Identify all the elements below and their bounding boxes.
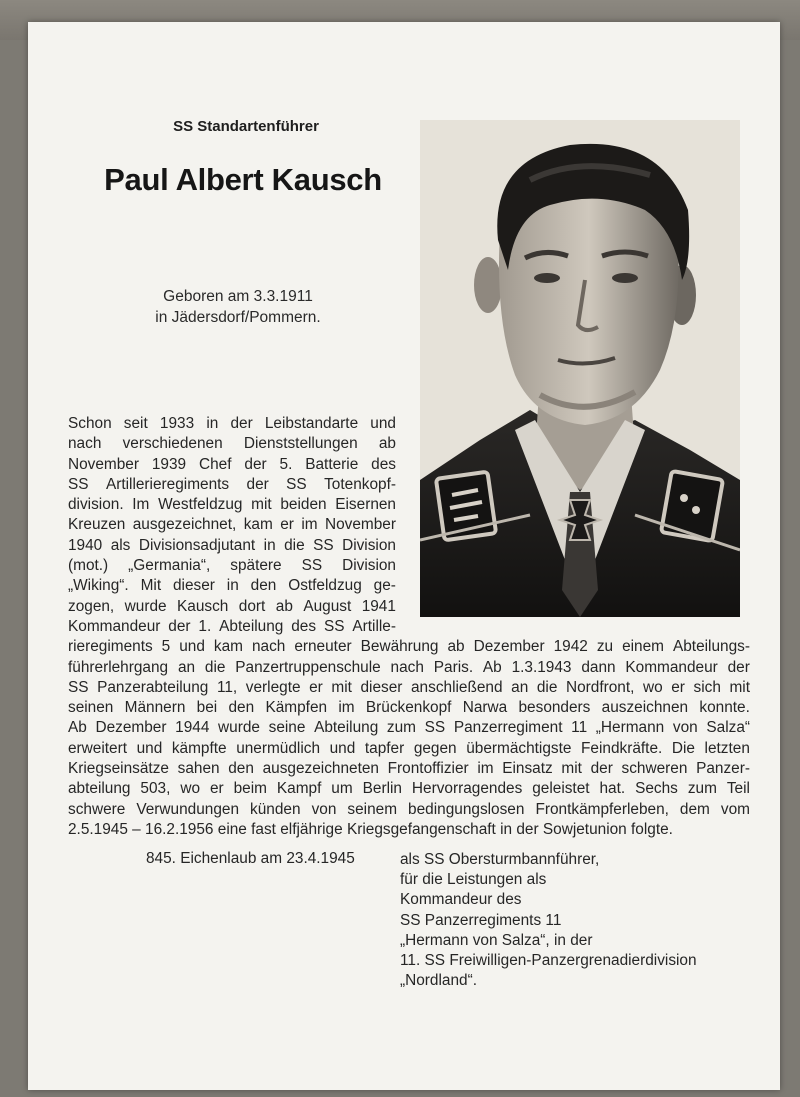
bio-line: schwere Verwundungen künden von seinem bedingungslosen Frontkämpferleben, dem vom: [68, 800, 750, 818]
bio-line: nach verschiedenen Dienststellungen ab: [68, 435, 396, 453]
bio-line: Kriegseinsätze sahen den ausgezeichneten Frontoffizier im Einsatz mit der schweren Panzer-: [68, 760, 750, 778]
award-line: als SS Obersturmbannführer,: [400, 851, 600, 868]
bio-line: Ab Dezember 1944 wurde seine Abteilung zum SS Panzerregiment 11 „Hermann von Salza“: [68, 719, 750, 737]
bio-line: erweitert und kämpfte unermüdlich und tapfer gegen übermächtigste Feindkräfte. Die letzten: [68, 739, 750, 757]
bio-line: führerlehrgang an die Panzertruppenschule nach Paris. Ab 1.3.1943 dann Kommandeur der: [68, 658, 750, 676]
biography-text: [68, 414, 750, 840]
bio-line: division. Im Westfeldzug mit beiden Eisernen: [68, 496, 396, 514]
bio-line: SS Artillerieregiments der SS Totenkopf-: [68, 475, 396, 493]
award-line: SS Panzerregiments 11: [400, 911, 562, 929]
bio-line: „Wiking“. Mit dieser in den Ostfeldzug ge-: [68, 577, 396, 595]
award-details: [400, 850, 697, 991]
rank-title: SS Standartenführer: [173, 118, 319, 135]
bio-line: November 1939 Chef der 5. Batterie des: [68, 455, 396, 473]
bio-line: 1940 als Divisionsadjutant in die SS Division: [68, 536, 396, 554]
person-name: Paul Albert Kausch: [104, 162, 382, 197]
award-line: 11. SS Freiwilligen-Panzergrenadierdivision: [400, 952, 697, 970]
birth-info: [118, 286, 358, 328]
birth-place: in Jädersdorf/Pommern.: [155, 309, 321, 326]
award-line: Kommandeur des: [400, 891, 522, 909]
bio-line: abteilung 503, wo er beim Kampf um Berlin Hervorragendes geleistet hat. Sechs zum Teil: [68, 780, 750, 798]
award-line: „Nordland“.: [400, 972, 477, 990]
document-sheet: [28, 22, 780, 1090]
bio-line: Kreuzen ausgezeichnet, kam er im November: [68, 516, 396, 534]
bio-line: SS Panzerabteilung 11, verlegte er mit dieser anschließend an die Nordfront, wo er sich mit: [68, 678, 750, 696]
bio-line: rieregiments 5 und kam nach erneuter Bewährung ab Dezember 1942 zu einem Abteilungs-: [68, 638, 750, 656]
bio-line: 2.5.1945 – 16.2.1956 eine fast elfjährige Kriegsgefangenschaft in der Sowjetunion folgte.: [68, 820, 673, 838]
award-line: für die Leistungen als: [400, 871, 547, 889]
bio-line: Kommandeur der 1. Abteilung des SS Artille-: [68, 617, 396, 635]
birth-date: Geboren am 3.3.1911: [163, 288, 313, 305]
bio-line: (mot.) „Germania“, spätere SS Division: [68, 557, 396, 575]
award-date: 845. Eichenlaub am 23.4.1945: [146, 850, 355, 867]
bio-line: zogen, wurde Kausch dort ab August 1941: [68, 597, 396, 615]
bio-line: seinen Männern bei den Kämpfen im Brückenkopf Narwa besonders auszeichnen konnte.: [68, 699, 750, 717]
bio-line: Schon seit 1933 in der Leibstandarte und: [68, 415, 396, 432]
award-line: „Hermann von Salza“, in der: [400, 931, 593, 949]
